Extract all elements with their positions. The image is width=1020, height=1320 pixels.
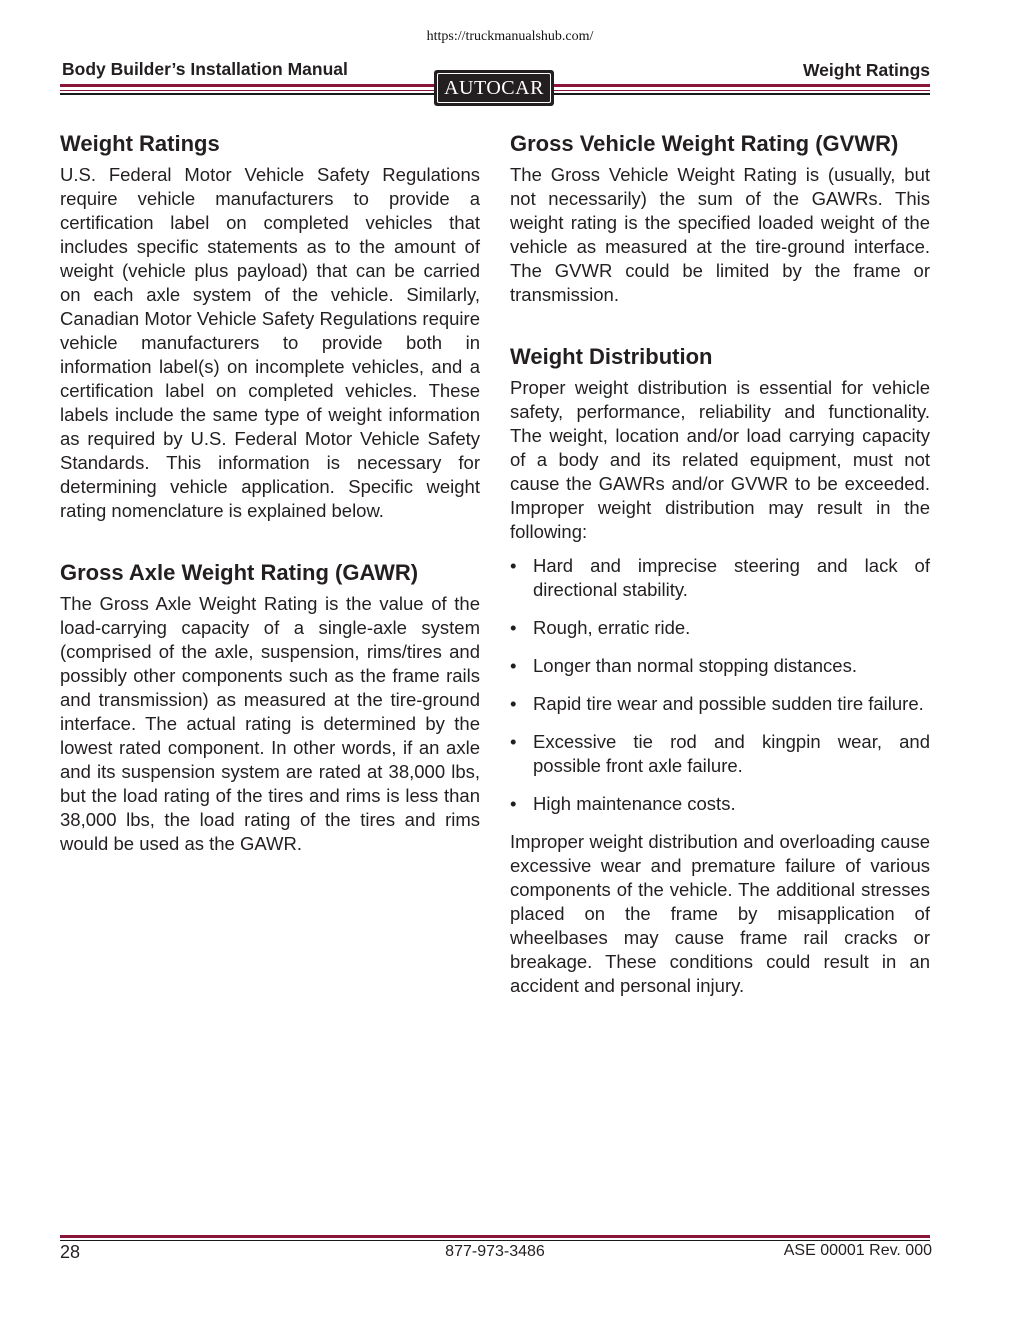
list-item-text: Longer than normal stopping distances. <box>533 655 857 676</box>
list-item-text: Rapid tire wear and possible sudden tire failure. <box>533 693 924 714</box>
heading-weight-ratings: Weight Ratings <box>60 131 220 156</box>
paragraph-gvwr: The Gross Vehicle Weight Rating is (usually, but not necessarily) the sum of the GAWRs. This weight rating is the specified loaded weight of the vehicle as measured at the tire-ground interface. The GVWR could be limited by the frame or transmission. <box>510 164 930 305</box>
list-item <box>510 616 930 640</box>
bullet-icon: • <box>510 617 517 638</box>
autocar-logo <box>434 70 554 106</box>
bullet-icon: • <box>510 731 517 752</box>
section-spacer <box>510 307 930 342</box>
logo-text: AUTOCAR <box>437 73 551 103</box>
section-title: Weight Ratings <box>802 60 930 80</box>
footer-rule-dark <box>60 1240 930 1241</box>
list-item <box>510 730 930 778</box>
page-number: 28 <box>60 1242 81 1262</box>
phone-number: 877-973-3486 <box>445 1243 545 1260</box>
list-item-text: Excessive tie rod and kingpin wear, and possible front axle failure. <box>533 731 930 776</box>
list-item-text: Hard and imprecise steering and lack of directional stability. <box>533 555 930 600</box>
bullet-icon: • <box>510 693 517 714</box>
right-column <box>510 129 930 998</box>
list-item <box>510 554 930 602</box>
heading-weight-distribution: Weight Distribution <box>510 344 713 369</box>
list-item-text: High maintenance costs. <box>533 793 736 814</box>
list-item <box>510 792 930 816</box>
section-spacer <box>60 523 480 558</box>
list-item-text: Rough, erratic ride. <box>533 617 691 638</box>
bullet-icon: • <box>510 655 517 676</box>
footer-rule-accent <box>60 1235 930 1238</box>
list-item <box>510 692 930 716</box>
manual-title: Body Builder’s Installation Manual <box>62 59 348 79</box>
paragraph-distribution-closing: Improper weight distribution and overloading cause excessive wear and premature failure of various components of the vehicle. The additional stresses placed on the frame by misapplication of wheelbases may cause frame rail cracks or breakage. These conditions could result in an accident and personal injury. <box>510 831 930 996</box>
paragraph-weight-ratings: U.S. Federal Motor Vehicle Safety Regulations require vehicle manufacturers to provide a certification label on completed vehicles that includes specific statements as to the amount of weight (vehicle plus payload) that can be carried on each axle system of the vehicle. Similarly, Canadian Motor Vehicle Safety Regulations require vehicle manufacturers to provide both in information label(s) on incomplete vehicles, and a certification label on completed vehicles. These labels include the same type of weight information as required by U.S. Federal Motor Vehicle Safety Standards. This information is necessary for determining vehicle application. Specific weight rating nomenclature is explained below. <box>60 164 480 521</box>
bullet-icon: • <box>510 555 517 576</box>
paragraph-distribution-intro: Proper weight distribution is essential for vehicle safety, performance, reliability and functionality. The weight, location and/or load carrying capacity of a body and its related equipment, must not cause the GAWRs and/or GVWR to be exceeded. Improper weight distribution may result in the following: <box>510 377 930 542</box>
document-id: ASE 00001 Rev. 000 <box>783 1242 932 1259</box>
heading-gvwr: Gross Vehicle Weight Rating (GVWR) <box>510 131 899 156</box>
left-column <box>60 129 480 856</box>
list-item <box>510 654 930 678</box>
paragraph-gawr: The Gross Axle Weight Rating is the value of the load-carrying capacity of a single-axle system (comprised of the axle, suspension, rims/tires and possibly other components such as the frame rails and transmission) as measured at the tire-ground interface. The actual rating is determined by the lowest rated component. In other words, if an axle and its suspension system are rated at 38,000 lbs, but the load rating of the tires and rims is less than 38,000 lbs, the load rating of the tires and rims would be used as the GAWR. <box>60 593 480 854</box>
heading-gawr: Gross Axle Weight Rating (GAWR) <box>60 560 419 585</box>
bullet-icon: • <box>510 793 517 814</box>
effects-list <box>510 554 930 816</box>
source-url: https://truckmanualshub.com/ <box>426 29 594 44</box>
